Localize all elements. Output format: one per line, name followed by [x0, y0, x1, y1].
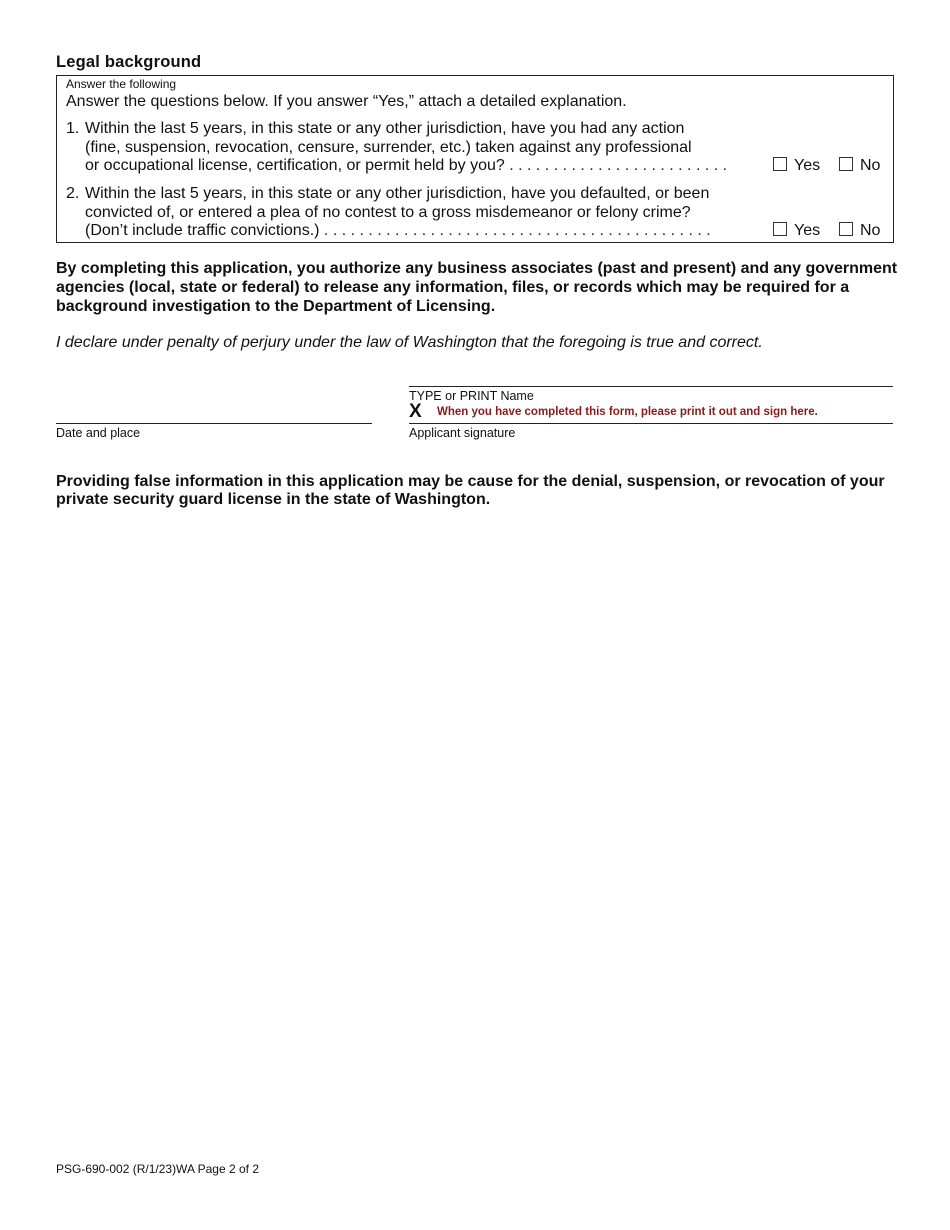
section-heading: Legal background — [56, 53, 202, 71]
yes-label: Yes — [794, 222, 821, 240]
sign-here-mark: X — [409, 401, 422, 422]
yes-checkbox[interactable] — [773, 157, 787, 171]
date-place-line[interactable] — [56, 423, 372, 424]
signature-label: Applicant signature — [409, 426, 516, 440]
name-line[interactable] — [409, 386, 893, 387]
yes-option[interactable] — [773, 157, 820, 176]
question-text-line — [85, 222, 711, 241]
no-option[interactable] — [839, 157, 880, 176]
no-label: No — [860, 157, 881, 175]
question-number: 2. — [66, 185, 80, 202]
question-text-line: Within the last 5 years, in this state or any other jurisdiction, have you defaulted, or been — [85, 185, 710, 202]
yes-label: Yes — [794, 157, 821, 175]
false-information-warning: Providing false information in this application may be cause for the denial, suspension, or revocation of your private security guard license in the state of Washington. — [56, 473, 885, 508]
signature-line[interactable] — [409, 423, 893, 424]
no-checkbox[interactable] — [839, 222, 853, 236]
no-label: No — [860, 222, 881, 240]
question-text-line — [85, 157, 727, 176]
question-text-line: convicted of, or entered a plea of no contest to a gross misdemeanor or felony crime? — [85, 203, 691, 221]
question-text-line: Within the last 5 years, in this state or any other jurisdiction, have you had any action — [85, 120, 685, 137]
authorization-statement: By completing this application, you authorize any business associates (past and present) and any government agencies (local, state or federal) to release any information, files, or records which may be required for a background investigation to the Department of Licensing. — [56, 260, 898, 315]
no-checkbox[interactable] — [839, 157, 853, 171]
question-number: 1. — [66, 120, 80, 137]
no-option[interactable] — [839, 222, 880, 241]
question-text-line: (fine, suspension, revocation, censure, surrender, etc.) taken against any professional — [85, 138, 692, 156]
leader-dots: . . . . . . . . . . . . . . . . . . . . . . . . . — [509, 157, 728, 175]
questions-box — [56, 75, 894, 243]
questions-box-caption: Answer the following — [66, 77, 177, 91]
leader-dots: . . . . . . . . . . . . . . . . . . . . . . . . . . . . . . . . . . . . . . . . . . . . — [323, 222, 711, 240]
questions-intro: Answer the questions below. If you answer “Yes,” attach a detailed explanation. — [66, 93, 627, 110]
perjury-declaration: I declare under penalty of perjury under the law of Washington that the foregoing is true and correct. — [56, 334, 763, 351]
name-label: TYPE or PRINT Name — [409, 389, 534, 403]
question-text-line-end: (Don’t include traffic convictions.) — [85, 222, 320, 240]
form-footer: PSG-690-002 (R/1/23)WA Page 2 of 2 — [56, 1162, 259, 1176]
yes-checkbox[interactable] — [773, 222, 787, 236]
date-place-label: Date and place — [56, 426, 141, 440]
question-text-line-end: or occupational license, certification, or permit held by you? — [85, 157, 505, 175]
sign-here-note: When you have completed this form, please print it out and sign here. — [437, 406, 818, 418]
question-2 — [66, 185, 886, 243]
question-1 — [66, 120, 886, 178]
yes-option[interactable] — [773, 222, 820, 241]
